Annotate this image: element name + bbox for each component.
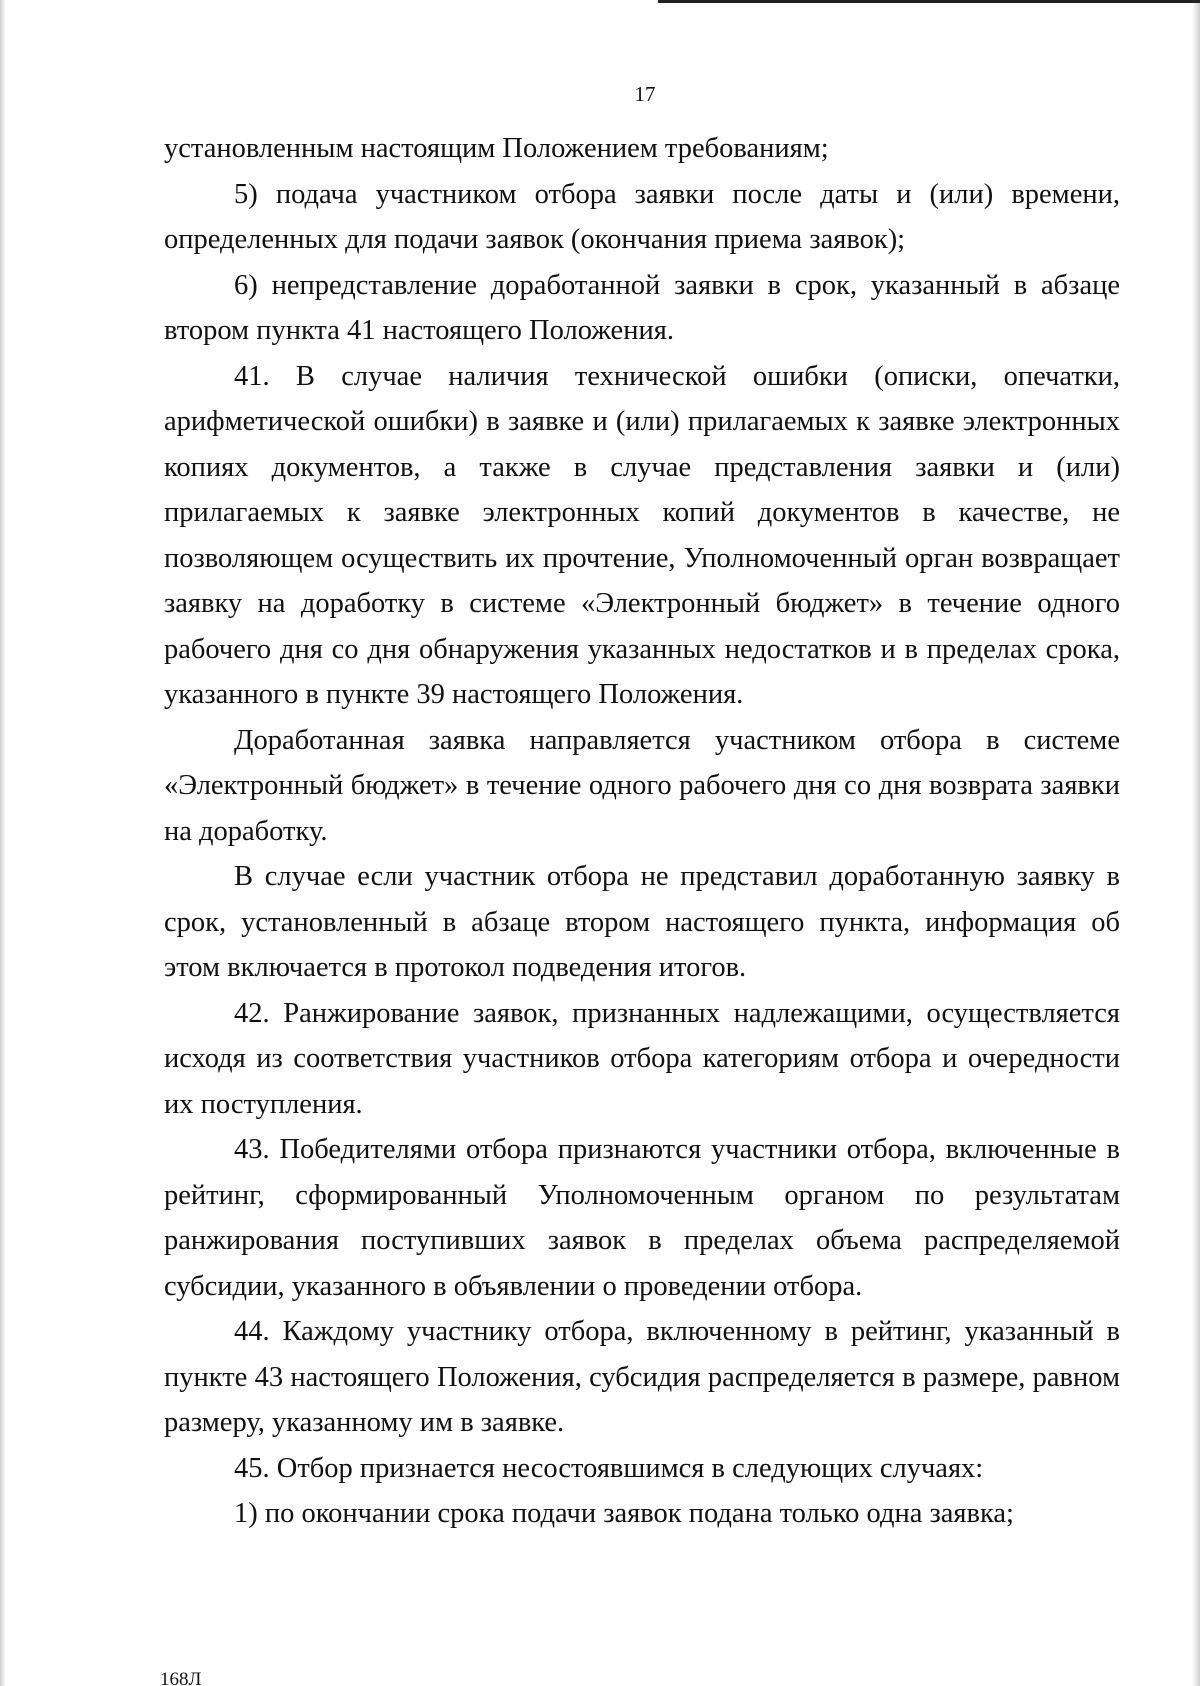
top-rule-line	[658, 0, 1200, 3]
paragraph-clause-41-missed-deadline: В случае если участник отбора не представил доработанную заявку в срок, установленный в абзаце втором настоящего пункта, информация об этом включается в протокол подведения итогов.	[164, 861, 1120, 983]
footer-document-code: 168Л	[160, 1669, 202, 1686]
paragraph-clause-45-item-1: 1) по окончании срока подачи заявок подана только одна заявка;	[234, 1498, 1014, 1529]
paragraph-clause-41: 41. В случае наличия технической ошибки (описки, опечатки, арифметической ошибки) в заявке и (или) прилагаемых к заявке электронных копиях документов, а также в случае представления заявки и (или) прилагаемых к заявке электронных копий документов в качестве, не позволяющем осуществить их прочтение, Уполномоченный орган возвращает заявку на доработку в системе «Электронный бюджет» в течение одного рабочего дня со дня обнаружения указанных недостатков и в пределах срока, указанного в пункте 39 настоящего Положения.	[164, 360, 1120, 710]
scan-edge-left	[0, 0, 6, 1686]
document-body	[164, 126, 1120, 1537]
paragraph-clause-44: 44. Каждому участнику отбора, включенному в рейтинг, указанный в пункте 43 настоящего Положения, субсидия распределяется в размере, равном размеру, указанному им в заявке.	[164, 1316, 1120, 1438]
paragraph-clause-41-resubmission: Доработанная заявка направляется участником отбора в системе «Электронный бюджет» в течение одного рабочего дня со дня возврата заявки на доработку.	[164, 724, 1120, 847]
paragraph-continuation: установленным настоящим Положением требованиям;	[164, 133, 829, 164]
paragraph-clause-45: 45. Отбор признается несостоявшимся в следующих случаях:	[234, 1452, 984, 1484]
paragraph-clause-43: 43. Победителями отбора признаются участники отбора, включенные в рейтинг, сформированный Уполномоченным органом по результатам ранжирования поступивших заявок в пределах объема распределяемой субсидии, указанного в объявлении о проведении отбора.	[164, 1134, 1120, 1302]
page-number: 17	[634, 82, 656, 106]
paragraph-item-5: 5) подача участником отбора заявки после даты и (или) времени, определенных для подачи заявок (окончания приема заявок);	[164, 178, 1120, 255]
paragraph-clause-42: 42. Ранжирование заявок, признанных надлежащими, осуществляется исходя из соответствия участников отбора категориям отбора и очередности их поступления.	[164, 997, 1120, 1120]
scan-edge-right	[1192, 0, 1200, 1686]
paragraph-item-6: 6) непредставление доработанной заявки в срок, указанный в абзаце втором пункта 41 настоящего Положения.	[164, 269, 1120, 346]
